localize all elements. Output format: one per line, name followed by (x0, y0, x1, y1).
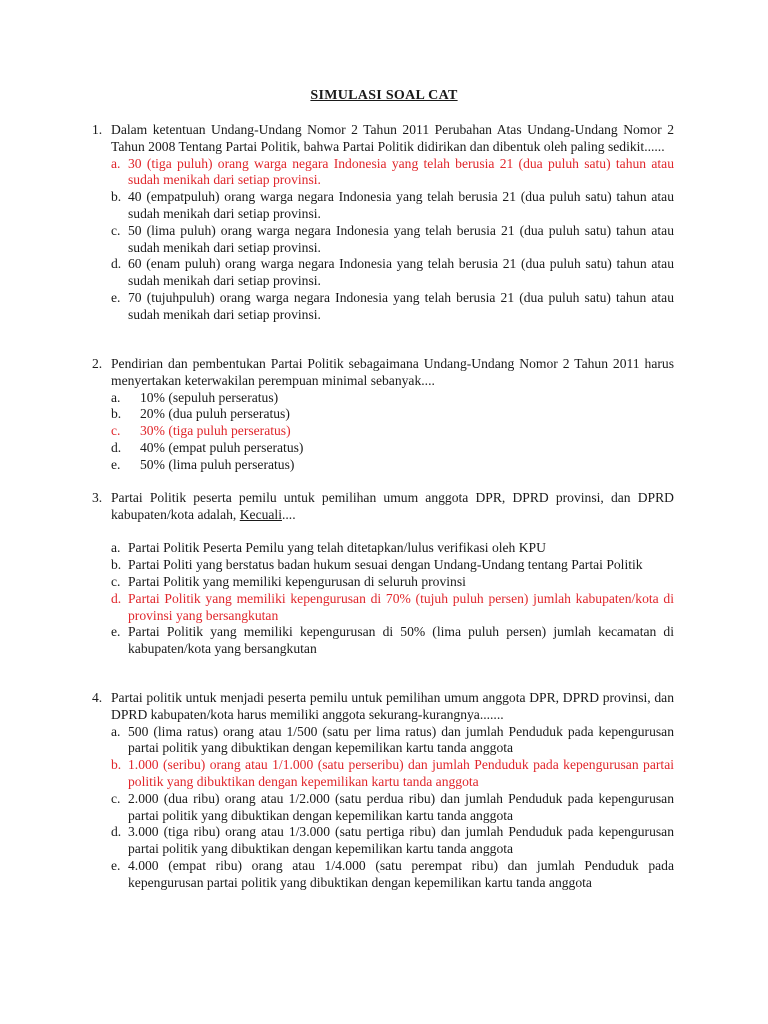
option-text: 30% (tiga puluh perseratus) (140, 423, 291, 439)
option-c (111, 791, 674, 825)
option-letter: d. (111, 824, 122, 840)
question-number: 4. (92, 690, 103, 705)
option-list (111, 724, 674, 892)
question-3 (92, 490, 674, 658)
question-text: Pendirian dan pembentukan Partai Politik sebagaimana Undang-Undang Nomor 2 Tahun 2011 harus menyertakan keterwakilan perempuan minimal sebanyak.... (111, 356, 674, 388)
option-b (111, 189, 674, 223)
option-e (111, 290, 674, 324)
option-text: 50% (lima puluh perseratus) (140, 456, 295, 472)
question-text-main: Partai Politik peserta pemilu untuk pemilihan umum anggota DPR, DPRD provinsi, dan DPRD kabupaten/kota adalah, (111, 490, 674, 522)
question-number: 1. (92, 122, 103, 137)
option-d (111, 256, 674, 290)
option-e (111, 858, 674, 892)
option-letter: a. (111, 389, 121, 405)
option-text: Partai Politik yang memiliki kepengurusan di 50% (lima puluh persen) jumlah kecamatan di kabupaten/kota yang bersangkutan (128, 624, 674, 657)
option-letter: c. (111, 222, 121, 238)
option-text: Partai Politi yang berstatus badan hukum sesuai dengan Undang-Undang tentang Partai Politik (128, 557, 643, 573)
page-title: SIMULASI SOAL CAT (310, 88, 458, 103)
option-letter: d. (111, 256, 122, 272)
option-text: 30 (tiga puluh) orang warga negara Indonesia yang telah berusia 21 (dua puluh satu) tahun atau sudah menikah dari setiap provinsi. (128, 155, 674, 188)
option-letter: b. (111, 406, 122, 422)
option-letter: b. (111, 189, 122, 205)
option-letter: c. (111, 573, 121, 589)
option-letter: c. (111, 423, 121, 439)
option-letter: e. (111, 624, 121, 640)
kecuali-emphasis: Kecuali (239, 506, 282, 522)
option-b (111, 406, 674, 423)
question-text: Dalam ketentuan Undang-Undang Nomor 2 Tahun 2011 Perubahan Atas Undang-Undang Nomor 2 Tahun 2008 Tentang Partai Politik, bahwa Partai Politik didirikan dan dibentuk oleh paling sedikit...... (111, 122, 674, 154)
option-text: 40 (empatpuluh) orang warga negara Indonesia yang telah berusia 21 (dua puluh satu) tahun atau sudah menikah dari setiap provinsi. (128, 189, 674, 221)
option-c (111, 574, 674, 591)
option-a-correct (111, 156, 674, 190)
option-letter: a. (111, 723, 121, 739)
option-letter: e. (111, 289, 121, 305)
option-e (111, 624, 674, 658)
option-text: 2.000 (dua ribu) orang atau 1/2.000 (satu perdua ribu) dan jumlah Penduduk pada kepengurusan partai politik yang dibuktikan dengan kepemilikan kartu tanda anggota (128, 790, 674, 823)
option-text: Partai Politik yang memiliki kepengurusan di 70% (tujuh puluh persen) jumlah kabupaten/kota di provinsi yang bersangkutan (128, 590, 674, 623)
question-4 (92, 690, 674, 892)
option-text: 10% (sepuluh perseratus) (140, 389, 279, 405)
question-2 (92, 356, 674, 474)
option-text: 70 (tujuhpuluh) orang warga negara Indonesia yang telah berusia 21 (dua puluh satu) tahun atau sudah menikah dari setiap provinsi. (128, 289, 674, 322)
option-letter: d. (111, 590, 122, 606)
question-number: 2. (92, 356, 103, 371)
option-letter: c. (111, 790, 121, 806)
option-text: 40% (empat puluh perseratus) (140, 439, 304, 455)
option-list (111, 156, 674, 324)
question-text-ellipsis: .... (282, 506, 296, 522)
option-b-correct (111, 757, 674, 791)
option-c (111, 223, 674, 257)
option-d (111, 440, 674, 457)
option-a (111, 540, 674, 557)
option-e (111, 457, 674, 474)
option-letter: a. (111, 540, 121, 556)
option-d (111, 824, 674, 858)
option-c-correct (111, 423, 674, 440)
option-letter: a. (111, 155, 121, 171)
question-text: Partai politik untuk menjadi peserta pemilu untuk pemilihan umum anggota DPR, DPRD provinsi, dan DPRD kabupaten/kota harus memiliki anggota sekurang-kurangnya....... (111, 690, 674, 722)
option-text: 1.000 (seribu) orang atau 1/1.000 (satu perseribu) dan jumlah Penduduk pada kepengurusan partai politik yang dibuktikan dengan kepemilikan kartu tanda anggota (128, 757, 674, 789)
option-text: 4.000 (empat ribu) orang atau 1/4.000 (satu perempat ribu) dan jumlah Penduduk pada kepengurusan partai politik yang dibuktikan dengan kepemilikan kartu tanda anggota (128, 857, 674, 890)
option-text: 50 (lima puluh) orang warga negara Indonesia yang telah berusia 21 (dua puluh satu) tahun atau sudah menikah dari setiap provinsi. (128, 222, 674, 255)
option-letter: d. (111, 439, 122, 455)
option-letter: b. (111, 757, 122, 773)
option-list (111, 540, 674, 658)
option-list (111, 390, 674, 474)
option-text: 3.000 (tiga ribu) orang atau 1/3.000 (satu pertiga ribu) dan jumlah Penduduk pada kepengurusan partai politik yang dibuktikan dengan kepemilikan kartu tanda anggota (128, 824, 674, 857)
option-letter: e. (111, 857, 121, 873)
option-text: 60 (enam puluh) orang warga negara Indonesia yang telah berusia 21 (dua puluh satu) tahun atau sudah menikah dari setiap provinsi. (128, 256, 674, 289)
option-text: 20% (dua puluh perseratus) (140, 406, 290, 422)
option-text: Partai Politik Peserta Pemilu yang telah ditetapkan/lulus verifikasi oleh KPU (128, 540, 546, 556)
option-b (111, 557, 674, 574)
option-letter: b. (111, 557, 122, 573)
option-d-correct (111, 591, 674, 625)
option-text: 500 (lima ratus) orang atau 1/500 (satu per lima ratus) dan jumlah Penduduk pada kepengurusan partai politik yang dibuktikan dengan kepemilikan kartu tanda anggota (128, 723, 674, 756)
question-number: 3. (92, 490, 103, 505)
option-text: Partai Politik yang memiliki kepengurusan di seluruh provinsi (128, 573, 466, 589)
option-a (111, 390, 674, 407)
option-letter: e. (111, 456, 121, 472)
option-a (111, 724, 674, 758)
question-text (111, 490, 674, 524)
question-1 (92, 122, 674, 324)
